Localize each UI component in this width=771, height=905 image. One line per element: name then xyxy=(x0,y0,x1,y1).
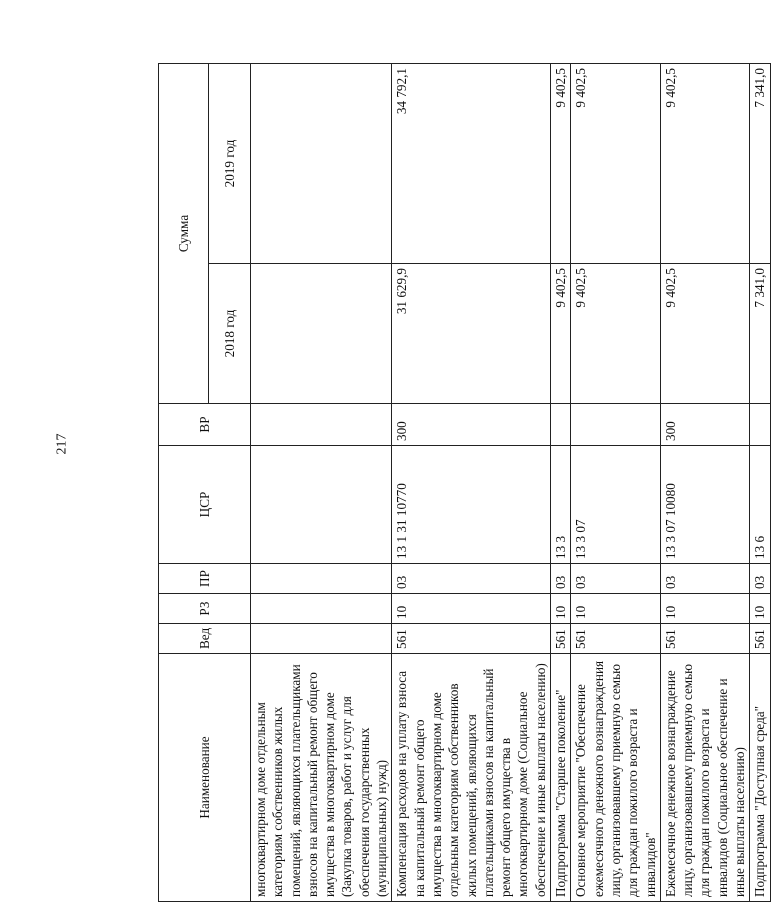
header-pr: ПР xyxy=(159,564,251,594)
page-number: 217 xyxy=(54,433,70,455)
row-csr: 13 3 07 xyxy=(571,446,660,564)
row-vr xyxy=(551,404,571,446)
row-pr: 03 xyxy=(750,564,770,594)
header-vr: ВР xyxy=(159,404,251,446)
row-ved: 561 xyxy=(392,624,551,654)
row-pr xyxy=(251,564,392,594)
row-name: Компенсация расходов на уплату взноса на капитальный ремонт общего имущества в многоквартирном доме отдельным категориям собственников жилых помещений, являющихся плательщиками взносов на капитальный ремонт общего имущества в многоквартирном доме (Социальное обеспечение и иные выплаты населению) xyxy=(392,654,551,902)
header-name: Наименование xyxy=(159,654,251,902)
row-rz: 10 xyxy=(660,594,749,624)
row-sum-2018: 9 402,5 xyxy=(571,264,660,404)
row-ved: 561 xyxy=(750,624,770,654)
table-row xyxy=(551,64,571,902)
header-year-2019: 2019 год xyxy=(209,64,251,264)
table-row xyxy=(251,64,392,902)
row-pr: 03 xyxy=(392,564,551,594)
row-pr: 03 xyxy=(660,564,749,594)
row-csr: 13 6 xyxy=(750,446,770,564)
row-ved: 561 xyxy=(571,624,660,654)
row-name: Ежемесячное денежное вознаграждение лицу, организовавшему приемную семью для граждан пожилого возраста и инвалидов (Социальное обеспечение и иные выплаты населению) xyxy=(660,654,749,902)
row-csr xyxy=(251,446,392,564)
header-ved: Вед xyxy=(159,624,251,654)
row-rz: 10 xyxy=(571,594,660,624)
row-sum-2018: 9 402,5 xyxy=(660,264,749,404)
header-csr: ЦСР xyxy=(159,446,251,564)
budget-table xyxy=(158,63,771,902)
row-ved: 561 xyxy=(660,624,749,654)
row-pr: 03 xyxy=(551,564,571,594)
row-csr: 13 3 xyxy=(551,446,571,564)
row-name: Подпрограмма "Старшее поколение" xyxy=(551,654,571,902)
header-rz: РЗ xyxy=(159,594,251,624)
table-row xyxy=(660,64,749,902)
header-sum: Сумма xyxy=(159,64,209,404)
row-sum-2018: 31 629,9 xyxy=(392,264,551,404)
row-vr xyxy=(571,404,660,446)
row-rz: 10 xyxy=(750,594,770,624)
row-sum-2018 xyxy=(251,264,392,404)
row-csr: 13 3 07 10080 xyxy=(660,446,749,564)
row-rz: 10 xyxy=(551,594,571,624)
rotated-page xyxy=(158,64,768,902)
table-row xyxy=(571,64,660,902)
row-vr xyxy=(251,404,392,446)
row-ved xyxy=(251,624,392,654)
row-sum-2019: 9 402,5 xyxy=(571,64,660,264)
row-sum-2019: 9 402,5 xyxy=(551,64,571,264)
row-sum-2018: 9 402,5 xyxy=(551,264,571,404)
row-pr: 03 xyxy=(571,564,660,594)
row-name: Подпрограмма "Доступная среда" xyxy=(750,654,770,902)
row-sum-2019: 9 402,5 xyxy=(660,64,749,264)
row-ved: 561 xyxy=(551,624,571,654)
row-vr: 300 xyxy=(392,404,551,446)
table-row xyxy=(750,64,770,902)
row-csr: 13 1 31 10770 xyxy=(392,446,551,564)
row-vr xyxy=(750,404,770,446)
row-sum-2019: 34 792,1 xyxy=(392,64,551,264)
header-year-2018: 2018 год xyxy=(209,264,251,404)
row-sum-2018: 7 341,0 xyxy=(750,264,770,404)
row-rz: 10 xyxy=(392,594,551,624)
row-sum-2019 xyxy=(251,64,392,264)
row-name: многоквартирном доме отдельным категориям собственников жилых помещений, являющихся плательщиками взносов на капитальный ремонт общего имущества в многоквартирном доме (Закупка товаров, работ и услуг для обеспечения государственных (муниципальных) нужд) xyxy=(251,654,392,902)
row-name: Основное мероприятие "Обеспечение ежемесячного денежного вознаграждения лицу, организовавшему приемную семью для граждан пожилого возраста и инвалидов" xyxy=(571,654,660,902)
row-vr: 300 xyxy=(660,404,749,446)
row-rz xyxy=(251,594,392,624)
table-row xyxy=(392,64,551,902)
row-sum-2019: 7 341,0 xyxy=(750,64,770,264)
